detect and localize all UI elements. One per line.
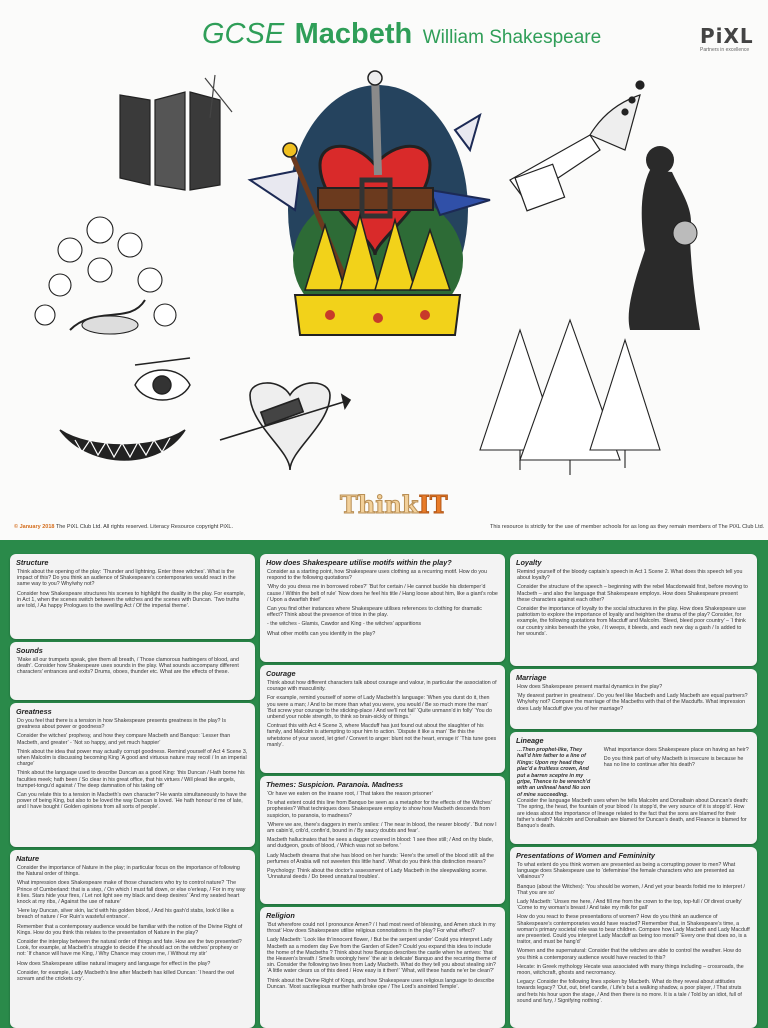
card-text: Consider as a starting point, how Shakespeare uses clothing as a recurring motif. How do you respond to the following quotations? <box>267 569 487 582</box>
card-text: Consider how Shakespeare structures his scenes to highlight the duality in the play. For example, in Act 1, when the scenes switch between the witches and the scenes with Duncan. ‘Two truths are told, / As happy Prologues to the swelling Act / Of the imperial theme’. <box>17 590 246 610</box>
card-text: To what extent could this line from Banquo be seen as a metaphor for the effects of the Witches’ prophesies? What techniques does Shakespeare employ to show how Macbeth descends from suspicion, to paranoia, to madness? <box>267 800 492 819</box>
footer-copyright: The PiXL Club Ltd. All rights reserved. Literacy Resource copyright PiXL. <box>55 524 233 530</box>
card-text: ‘My dearest partner in greatness’. Do you feel like Macbeth and Lady Macbeth are equal partners? Why/why not? Compare the marriage of the Macbeths with that of the Macduffs. What impression does Lady Macduff give you of her marriage? <box>517 693 748 712</box>
card-title: Structure <box>16 558 49 567</box>
card-greatness <box>10 703 255 847</box>
card-text: Consider the witches’ prophesy, and how they compare Macbeth and Banquo: ‘Lesser than Macbeth, and greater’ - ‘Not so happy, and yet much happier’ <box>17 733 231 746</box>
card-sounds <box>10 642 255 700</box>
card-loyalty <box>510 554 757 666</box>
card-text: Legacy: Consider the following lines spoken by Macbeth. What do they reveal about attitudes towards legacy? ‘Out, out, brief candle, / Life’s but a walking shadow, a poor player, / That struts and frets his hour upon the stage, / And then there is no more. It is a tale / Told by an idiot, full of sound and fury, / Signifying nothing’. <box>517 979 742 1004</box>
card-text: Lady Macbeth: ‘Look like th’innocent flower, / But be the serpent under’ Could you interpret Lady Macbeth as a modern day Eve from the Garden of Eden? Could you expand this idea to include the home of the Macbeths ? Think about how Banquo describes the castle when he arrives: ‘that the Heaven’s breath / Smells wooingly here’ ‘the air is delicate’ Banquo and the recurring theme of sin. Consider the following two lines from Lady Macbeth. What do they tell you about stealing sin? ‘A little water clears us of this deed / How easy is it then!’ ‘What, will these hands ne’er be clean?’ <box>267 937 497 975</box>
card-text: How does Shakespeare present marital dynamics in the play? <box>517 684 663 690</box>
card-marriage <box>510 669 757 729</box>
card-text: What impression does Shakespeare make of those characters who try to control nature? ‘The Prince of Cumberland: that is a step, / On which I must fall down, or else o’erleap, / For in my way it lies. Stars hide your fires, / Let not light see my black and deep desires’ ‘And my seated heart knock at my ribs, / Against the use of nature’ <box>17 880 246 906</box>
footer-date: © January 2018 <box>14 524 55 530</box>
card-text: ‘Here lay Duncan, silver skin, lac’d with his golden blood, / And his gash’d stabs, look’d like a breach of nature / For Ruin’s wasteful entrance’. <box>17 908 234 921</box>
card-text: Can you find other instances where Shakespeare utilises references to clothing for dramatic effect? Think about the presence of trios in the play. <box>267 606 482 619</box>
card-text: Do you think part of why Macbeth is insecure is because he has no line to continue after his death? <box>603 756 744 769</box>
card-title: Sounds <box>16 646 43 655</box>
card-title: Loyalty <box>516 558 542 567</box>
card-text: Do you feel that there is a tension in how Shakespeare presents greatness in the play? Is greatness about power or goodness? <box>17 718 227 731</box>
footer-right: This resource is strictly for the use of member schools for as long as they remain members of The PiXL Club Ltd. <box>490 524 765 530</box>
think-it-logo <box>340 490 448 519</box>
card-text: Macbeth hallucinates that he sees a dagger covered in blood: ‘I see thee still; / And on thy blade, and dudgeon, gouts of blood, / Which was not so before.’ <box>267 837 494 850</box>
logo-text: PiXL <box>700 24 754 48</box>
forest-icon <box>480 320 660 475</box>
card-text: What importance does Shakespeare place on having an heir? <box>603 747 749 753</box>
heart-dagger-icon <box>220 383 350 470</box>
card-themes <box>260 776 505 904</box>
card-women <box>510 847 757 1028</box>
eye-icon <box>135 358 190 400</box>
card-religion <box>260 907 505 1028</box>
card-structure <box>10 554 255 639</box>
card-text: Consider the importance of loyalty to the social structures in the play. How does Shakespeare use patriotism to explore the importance of loyalty and heighten the drama of the play? Consider, for example, the following quotations from Macduff and Malcolm. ‘Bleed, bleed poor country’ – ‘I think our country sinks beneath the yoke, / It weeps, it bleeds, and each new day a gash / Is added to her wounds’. <box>517 606 746 637</box>
panels-area <box>0 540 768 1024</box>
card-text: ‘But wherefore could not I pronounce Amen? / I had most need of blessing, and Amen stuck in my throat’ How does Shakespeare utilise religious connotations in the play? For what effect? <box>267 922 496 935</box>
card-title: Nature <box>16 854 40 863</box>
footer-left <box>14 524 233 530</box>
card-title: Greatness <box>16 707 52 716</box>
card-text: Remind yourself of the bloody captain’s speech in Act 1 Scene 2. What does this speech tell you about loyalty? <box>517 569 743 582</box>
card-text: Think about the language used to describe Duncan as a good King: ‘this Duncan / Hath borne his faculties meek; hath been / So clear in his great office, that his virtues / Will plead like angels, trumpet-tongu’d against / The deep damnation of his taking off’ <box>17 770 245 789</box>
card-nature <box>10 850 255 1028</box>
card-title: Lineage <box>516 736 544 745</box>
card-text: Consider the language Macbeth uses when he tells Malcolm and Donalbain about Duncan’s death: ‘The spring, the head, the fountain of your blood / Is stopp’d, the very source of it is stopp’d’. How are ideas about the importance of lineage related to the fact that the sons are blamed for their father’s death? Malcolm and Donalbain are blamed for Duncan’s death, and Fleance is blamed for Banquo’s death. <box>517 798 749 830</box>
lineage-quote: …Then prophet-like, They hail’d him father to a line of Kings: Upon my head they plac’d a fruitless crown, And put a barren sceptre in my gripe, Thence to be wrench’d with an unlineal hand No son of mine succeeding. <box>517 747 591 798</box>
card-title: Marriage <box>516 673 547 682</box>
card-title: Courage <box>266 669 296 678</box>
card-text: For example, remind yourself of some of Lady Macbeth’s language: ‘When you durst do it, then you were a man; / And to be more than what you were, you would / Be so much more the man’ ‘But screw your courage to the sticking-place / And we’ll not fail’ ‘Quite unmann’d in folly’ ‘You do unbend your noble strength, to think so brain-sickly of things.’ <box>267 695 492 721</box>
card-text: - the witches - Glamis, Cawdor and King - the witches’ apparitions <box>267 621 422 628</box>
card-text: How does Shakespeare utilise natural imagery and language for effect in the play? <box>17 960 211 967</box>
title-macbeth: Macbeth <box>294 18 413 50</box>
card-title: How does Shakespeare utilise motifs within the play? <box>266 558 452 567</box>
card-text: ‘Or have we eaten on the insane root, / That takes the reason prisoner’ <box>267 791 433 797</box>
title-gcse: GCSE <box>202 18 285 50</box>
card-courage <box>260 665 505 773</box>
grin-icon <box>60 430 185 460</box>
think-it-part-a: Think <box>340 490 419 519</box>
title-author: William Shakespeare <box>422 27 602 48</box>
think-it-part-b: IT <box>418 490 448 519</box>
card-text: Consider, for example, Lady Macbeth’s line after Macbeth has killed Duncan: ‘I heard the owl scream and the crickets cry’. <box>17 969 235 983</box>
card-text: Consider the importance of Nature in the play; in particular focus on the importance of following the Natural order of things. <box>17 865 240 878</box>
folding-screen-icon <box>120 75 232 190</box>
card-text: ‘Make all our trumpets speak, give them all breath, / Those clamorous harbingers of blood, and death’. Consider how Shakespeare uses sounds in the play. What sounds accompany different characters’ entrances and exits? Drums, oboes, thunder etc. What are the effects of these. <box>17 657 239 676</box>
pregnant-woman-icon <box>629 146 700 330</box>
card-text: Remember that a contemporary audience would be familiar with the notion of the Divine Right of Kings. How do you think this relates to the presentation of Nature in the play? <box>17 923 243 936</box>
card-text: Think about how different characters talk about courage and valour, in particular the association of courage with masculinity. <box>267 680 497 693</box>
card-text: Hecate: in Greek mythology Hecate was associated with many things including – crossroads, the moon, witchcraft, ghosts and necromancy. <box>517 963 744 977</box>
card-lineage <box>510 732 757 844</box>
card-text: Consider the interplay between the natural order of things and fate. How are the two presented? Look, for example, at Macbeth’s struggle to decide if he should act on the witches’ prophesy or not: ‘If chance will have me King, / Why Chance may crown me, / Without my stir’ <box>17 939 242 958</box>
trumpet-icon <box>510 81 644 211</box>
card-text: Psychology: Think about the doctor’s assessment of Lady Macbeth in the sleepwalking scene. ‘Unnatural deeds / Do breed unnatural troubles’. <box>267 868 488 881</box>
card-text: How do you react to these presentations of women? How do you think an audience of Shakespeare’s contemporaries would have reacted? Remember that, in Shakespeare’s time, a woman’s primary societal role was to bear children. Compare how Lady Macbeth and Lady Macduff are presented. Could you interpret Lady Macduff as being too moral? ‘Every one that does so, is a traitor, and must be hang’d’ <box>517 914 750 946</box>
card-text: Think about the Divine Right of Kings, and how Shakespeare uses religious language to describe Duncan. ‘Most sacrilegious murther hath broke ope / The Lord’s anointed Temple’. <box>267 977 495 990</box>
card-text: Women and the supernatural: Consider that the witches are able to control the weather. How do you think a contemporary audience would have reacted to this? <box>517 948 742 961</box>
card-title: Themes: Suspicion. Paranoia. Madness <box>266 780 404 789</box>
card-title: Religion <box>266 911 295 920</box>
card-text: ‘Where we are, there’s daggers in men’s smiles: / The near in blood, the nearer bloody’. ‘But now I am cabin’d, crib’d, confin’d, bound in / By saucy doubts and fear’. <box>267 821 497 835</box>
card-text: To what extent do you think women are presented as being a corrupting power to men? What language does Shakespeare use to ‘defeminise’ the female characters who are presented as ‘villainous’? <box>517 862 736 881</box>
card-text: Lady Macbeth: ‘Unsex me here, / And fill me from the crown to the top, top-full / Of direst cruelty’ ‘Come to my woman’s breast / And take my milk for gall’ <box>517 899 743 912</box>
card-text: Can you relate this to a tension in Macbeth’s own character? He wants simultaneously to have the power of being King, but also to be loved the way Duncan is loved. ‘He hath honour’d me of late, and I have bought / Golden opinions from all sorts of people’. <box>17 792 247 811</box>
card-text: Lady Macbeth dreams that she has blood on her hands: ‘Here’s the smell of the blood still: all the perfumes of Arabia will not sweeten this little hand’. What do you think this distinction means? <box>267 852 494 865</box>
crest-emblem <box>250 71 490 335</box>
card-motifs <box>260 554 505 662</box>
card-text: ‘Why do you dress me in borrowed robes?’ ‘But for certain / He cannot buckle his distemper’d cause / Within the belt of rule’ ‘Now does he feel his title / Hang loose about him, like a giant’s robe / Upon a dwarfish thief’ <box>267 584 498 603</box>
logo-subtext: Partners in excellence <box>700 47 750 53</box>
card-text: Contrast this with Act 4 Scene 3, where Macduff has just found out about the slaughter of his family, and Malcolm is attempting to spur him to action. ‘Dispute it like a man’ ‘Be this the whetstone of your sword, let grief / Convert to anger: blunt not the heart, enrage it’ ‘This tune goes manly’. <box>267 723 497 748</box>
card-text: Consider the structure of the speech – beginning with the rebel Macdonwald first, before moving to Macbeth – and also the language that Shakespeare employs. How does Shakespeare present these characters against each other? <box>517 584 748 603</box>
flowers-serpent-icon <box>35 217 176 334</box>
card-text: What other motifs can you identify in the play? <box>267 630 376 637</box>
card-text: Think about the opening of the play: ‘Thunder and lightning. Enter three witches’. What is the impact of this? Do you think an audience of Shakespeare’s contemporaries would react in the same way to you? Why/why not? <box>17 569 236 588</box>
card-title: Presentations of Women and Femininity <box>516 851 655 860</box>
card-text: Banquo (about the Witches): ‘You should be women, / And yet your beards forbid me to interpret / That you are so’ <box>517 883 745 896</box>
card-text: Think about the idea that power may actually corrupt goodness. Remind yourself of Act 4 Scene 3, when Malcolm is discussing becoming King ‘A good and virtuous nature may recoil / In an imperial charge’ <box>17 748 248 768</box>
